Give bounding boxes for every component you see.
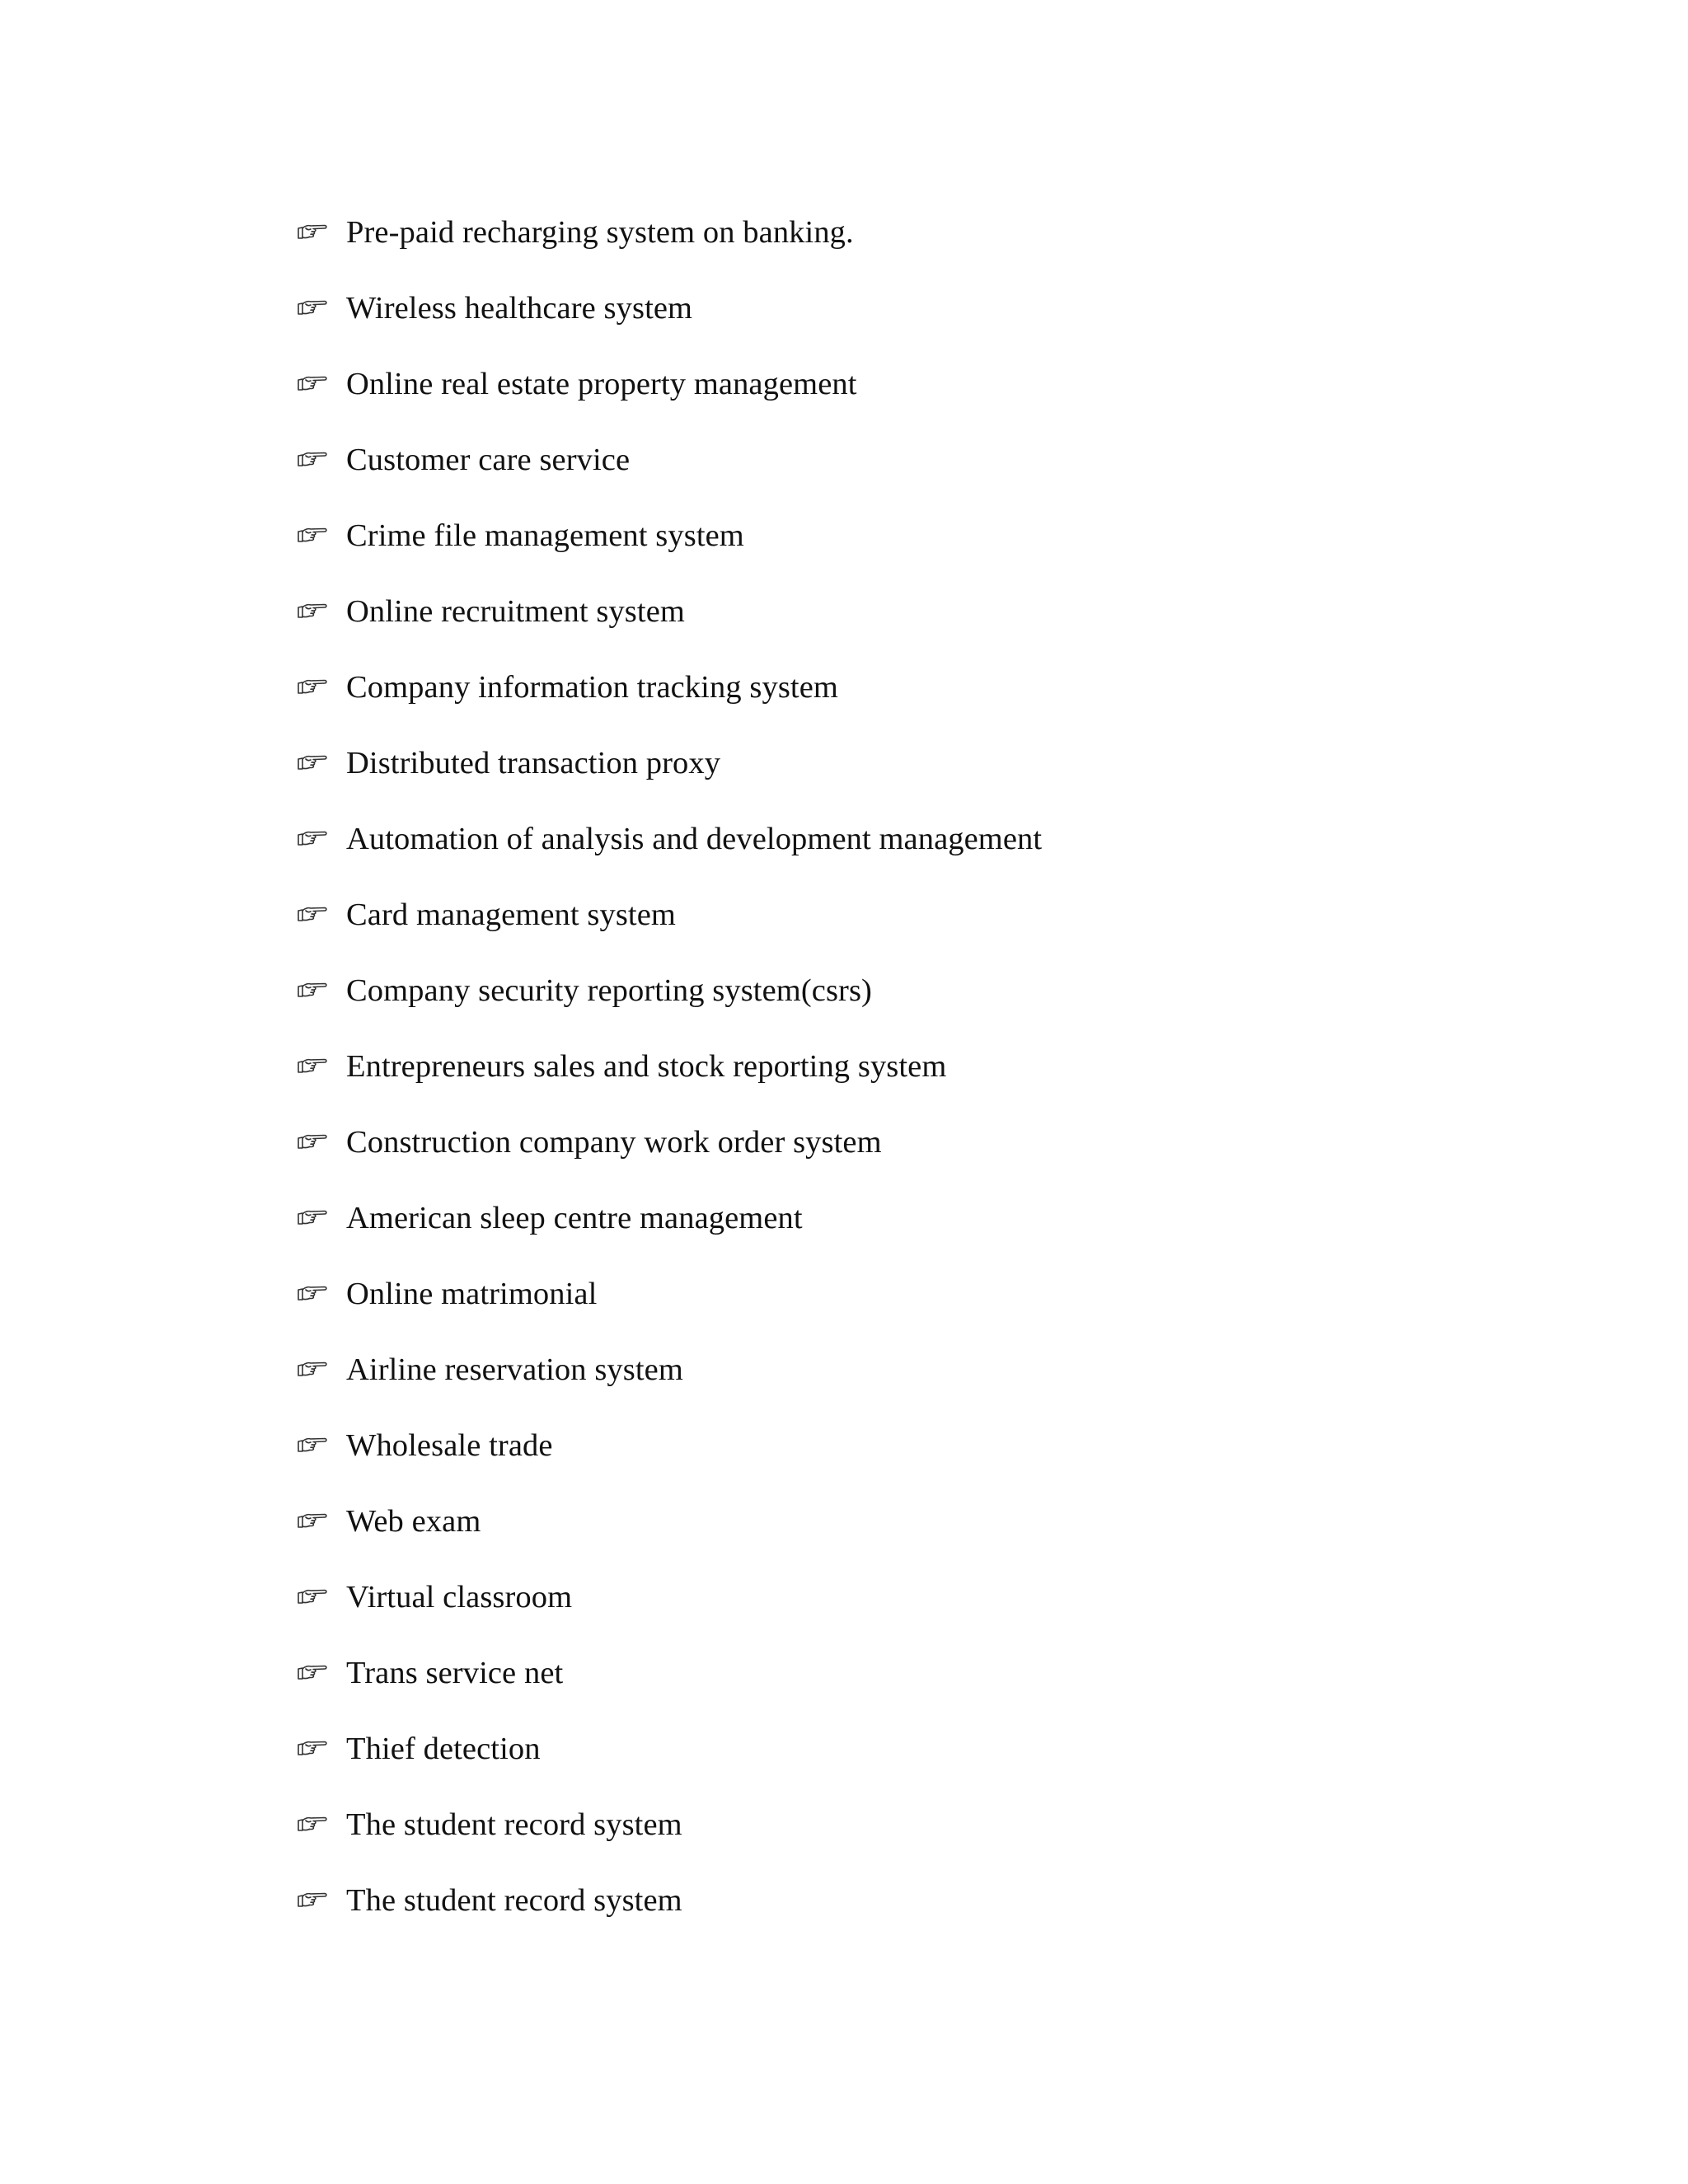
list-item bbox=[297, 1029, 1042, 1104]
list-item bbox=[297, 877, 1042, 953]
pointing-hand-icon bbox=[297, 1207, 330, 1230]
list-item bbox=[297, 1332, 1042, 1408]
list-item bbox=[297, 1635, 1042, 1711]
pointing-hand-icon bbox=[297, 373, 330, 396]
list-item-text: Company security reporting system(csrs) bbox=[346, 972, 872, 1008]
pointing-hand-icon bbox=[297, 1282, 330, 1305]
list-item bbox=[297, 1180, 1042, 1256]
list-item bbox=[297, 1483, 1042, 1559]
pointing-hand-icon bbox=[297, 827, 330, 851]
pointing-hand-icon bbox=[297, 1510, 330, 1533]
pointing-hand-icon bbox=[297, 297, 330, 320]
pointing-hand-icon bbox=[297, 1434, 330, 1457]
list-item bbox=[297, 270, 1042, 346]
pointing-hand-icon bbox=[297, 1813, 330, 1836]
pointing-hand-icon bbox=[297, 1358, 330, 1381]
project-list bbox=[297, 194, 1042, 1938]
list-item bbox=[297, 346, 1042, 422]
pointing-hand-icon bbox=[297, 903, 330, 926]
list-item bbox=[297, 1863, 1042, 1938]
pointing-hand-icon bbox=[297, 676, 330, 699]
list-item-text: Customer care service bbox=[346, 442, 631, 477]
list-item-text: The student record system bbox=[346, 1882, 682, 1918]
list-item-text: Wireless healthcare system bbox=[346, 290, 693, 326]
list-item-text: Company information tracking system bbox=[346, 669, 838, 705]
list-item-text: Wholesale trade bbox=[346, 1427, 553, 1463]
pointing-hand-icon bbox=[297, 448, 330, 471]
pointing-hand-icon bbox=[297, 600, 330, 623]
pointing-hand-icon bbox=[297, 1661, 330, 1685]
list-item bbox=[297, 1711, 1042, 1787]
list-item bbox=[297, 725, 1042, 801]
list-item-text: Trans service net bbox=[346, 1655, 564, 1690]
list-item bbox=[297, 422, 1042, 498]
list-item bbox=[297, 194, 1042, 270]
list-item-text: Construction company work order system bbox=[346, 1124, 882, 1160]
pointing-hand-icon bbox=[297, 979, 330, 1002]
list-item-text: Crime file management system bbox=[346, 518, 744, 553]
pointing-hand-icon bbox=[297, 752, 330, 775]
list-item bbox=[297, 1408, 1042, 1483]
pointing-hand-icon bbox=[297, 1055, 330, 1078]
list-item bbox=[297, 801, 1042, 877]
list-item bbox=[297, 1256, 1042, 1332]
pointing-hand-icon bbox=[297, 1737, 330, 1760]
list-item-text: Thief detection bbox=[346, 1731, 541, 1766]
list-item-text: Online recruitment system bbox=[346, 593, 685, 629]
list-item bbox=[297, 1104, 1042, 1180]
pointing-hand-icon bbox=[297, 1889, 330, 1912]
pointing-hand-icon bbox=[297, 1586, 330, 1609]
pointing-hand-icon bbox=[297, 1131, 330, 1154]
list-item bbox=[297, 574, 1042, 649]
list-item-text: Airline reservation system bbox=[346, 1352, 683, 1387]
list-item-text: Pre-paid recharging system on banking. bbox=[346, 214, 854, 250]
list-item-text: Online matrimonial bbox=[346, 1276, 598, 1311]
list-item bbox=[297, 953, 1042, 1029]
list-item-text: Card management system bbox=[346, 897, 676, 932]
list-item-text: American sleep centre management bbox=[346, 1200, 803, 1235]
list-item-text: Entrepreneurs sales and stock reporting system bbox=[346, 1048, 947, 1084]
pointing-hand-icon bbox=[297, 524, 330, 547]
list-item-text: Virtual classroom bbox=[346, 1579, 573, 1615]
list-item-text: Distributed transaction proxy bbox=[346, 745, 721, 780]
list-item-text: Online real estate property management bbox=[346, 366, 857, 401]
list-item-text: Automation of analysis and development management bbox=[346, 821, 1043, 856]
list-item bbox=[297, 1787, 1042, 1863]
list-item-text: Web exam bbox=[346, 1503, 481, 1539]
list-item bbox=[297, 498, 1042, 574]
list-item bbox=[297, 649, 1042, 725]
list-item bbox=[297, 1559, 1042, 1635]
list-item-text: The student record system bbox=[346, 1807, 682, 1842]
pointing-hand-icon bbox=[297, 221, 330, 244]
